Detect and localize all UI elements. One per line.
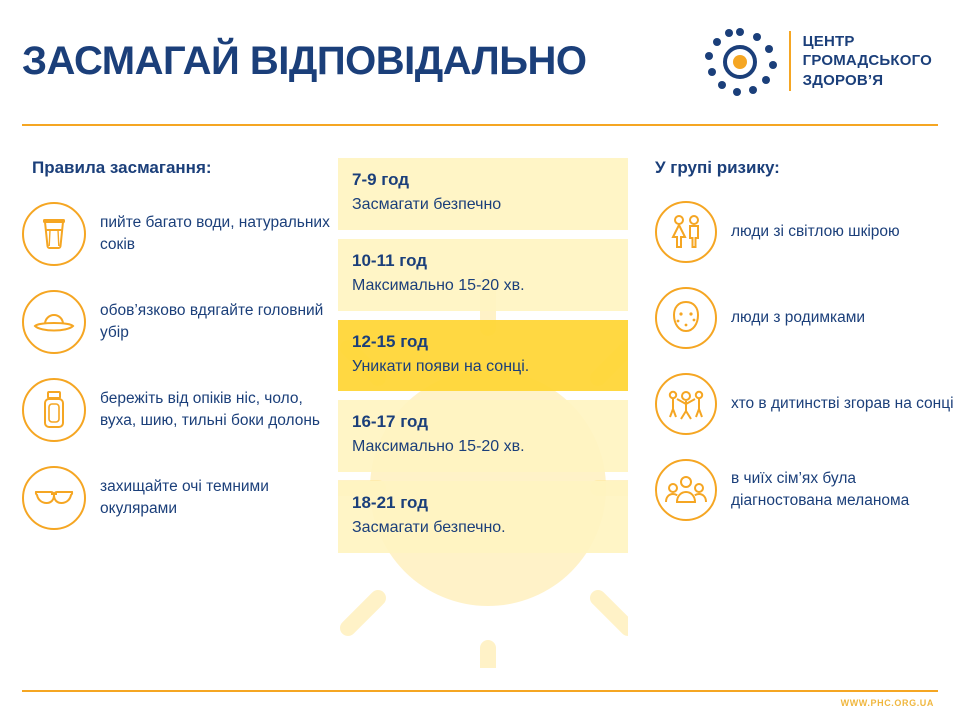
time-description: Засмагати безпечно [352,196,502,213]
logo-text-line-2: ГРОМАДСЬКОГО [802,52,932,70]
tanning-rules-list [22,196,334,536]
list-item [655,370,955,438]
list-item [22,460,334,536]
time-description: Максимально 15-20 хв. [352,438,525,456]
time-range: 12-15 год [352,331,429,351]
list-item-label: пийте багато води, натуральних соків [100,214,330,253]
list-item [655,284,955,352]
time-description: Максимально 15-20 хв. [352,276,525,294]
logo-text [803,32,932,90]
glass-of-water-icon [22,202,86,266]
page-title: ЗАСМАГАЙ ВІДПОВІДАЛЬНО [22,39,587,83]
tanning-rules-heading: Правила засмагання: [32,158,212,177]
list-item [22,284,334,360]
list-item-label: люди зі світлою шкірою [731,223,900,240]
time-range: 7-9 год [352,170,410,189]
list-item-label: в чиїх сім’ях була діагностована меланома [731,470,910,509]
footer-url: WWW.PHC.ORG.UA [840,698,934,708]
face-with-moles-icon [655,287,717,349]
time-schedule-section [338,158,628,668]
logo-text-line-1: ЦЕНТР [802,33,855,51]
two-people-icon [655,201,717,263]
risk-group-list [655,198,955,524]
list-item [655,456,955,524]
list-item [22,196,334,272]
time-block [338,158,628,230]
logo-text-line-3: ЗДОРОВ’Я [802,71,884,89]
time-description: Засмагати безпечно. [352,519,506,537]
tanning-rules-section [22,158,334,548]
list-item-label: захищайте очі темними окулярами [100,478,269,517]
time-block [338,239,628,311]
divider-bottom [22,690,938,692]
list-item-label: обов’язково вдягайте головний убір [100,302,324,341]
family-group-icon [655,459,717,521]
logo-divider [789,31,791,91]
time-block [338,320,628,392]
public-health-center-logo-icon [703,24,777,98]
list-item-label: бережіть від опіків ніс, чоло, вуха, шию, тильні боки долонь [100,390,321,429]
time-block [338,400,628,472]
logo [703,24,932,98]
sun-hat-icon [22,290,86,354]
time-description: Уникати появи на сонці. [352,357,530,375]
time-block [338,481,628,553]
time-range: 10-11 год [352,250,428,270]
list-item-label: хто в дитинстві згорав на сонці [731,395,954,412]
time-range: 16-17 год [352,412,429,432]
list-item-label: люди з родимками [731,309,866,326]
divider-top [22,124,938,126]
risk-group-section [655,158,955,542]
child-with-parents-icon [655,373,717,435]
list-item [22,372,334,448]
sunglasses-icon [22,466,86,530]
list-item [655,198,955,266]
risk-group-heading: У групі ризику: [655,158,780,177]
time-range: 18-21 год [352,493,429,513]
sunscreen-tube-icon [22,378,86,442]
header [0,0,960,122]
